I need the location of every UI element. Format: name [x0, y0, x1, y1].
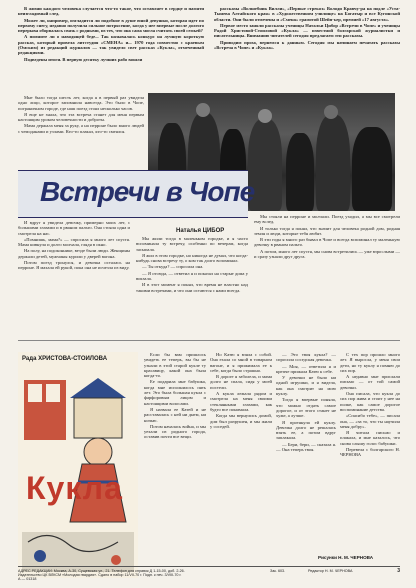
- intro-column-1: [18, 6, 204, 94]
- footer-address: [18, 569, 248, 578]
- story2-author: Рада ХРИСТОВА-СТОИЛОВА: [22, 356, 108, 362]
- story1-paragraph: А потом, много лет спустя, мы снова встретились — уже взрослыми — и сразу узнали друг друга.: [254, 248, 400, 260]
- story2-title: Кукла: [26, 470, 123, 506]
- doll-illustration: [18, 352, 138, 578]
- story1-column-2: [18, 220, 130, 332]
- story1-paragraph: Мы стояли на перроне и молчали. Поезд уходил, а мы все смотрели ему вслед.: [254, 214, 400, 225]
- story1-author: Наталья ЦИБОР: [176, 228, 225, 234]
- story1-paragraph: На полу, на подоконнике, везде были люди. Женщины держали детей, мужчины курили у дверей вагона.: [18, 248, 130, 259]
- story1-paragraph: Мне было тогда шесть лет, когда я в первый раз увидела одно лицо, которое запомнила навсегда. Это было в Чопе, пограничном городе, где наш поезд стоял несколько часов.: [18, 95, 144, 111]
- story2-paragraph: А кукла лежала рядом и смотрела на меня своими стеклянными глазами, как будто все понимала.: [210, 391, 272, 412]
- story2-paragraph: У девочки не было ни одной игрушки, и я видела, как она смотрит на мою куклу.: [276, 375, 336, 397]
- intro-paragraph: В жизни каждого человека случается что-то такое, что оставляет в сердце и памяти неизгладимый след.: [18, 6, 204, 17]
- story1-paragraph: Я жил в этом городке, но никогда не думал, что когда-нибудь снова встречу ту, о ком так долго вспоминал.: [136, 252, 248, 264]
- story2-paragraph: — Это твоя кукла? — спросила соседская девочка.: [276, 352, 336, 363]
- intro-paragraph: А помните ли о наводящей беде... Так называлась конкурс на лучшую короткую рассказ, который провела литстудия «СМЕНА» и... 1970 года совместно с краевым (Омским) из редакций журналов — так увидело свет рассказ «Кукла», отмеченный редакциями.: [18, 34, 204, 56]
- story2-paragraph: Она писала, что кукла до сих пор жива и стоит у нее на полке, как самое дорогое воспоминание детства.: [340, 391, 400, 412]
- page-number: 3: [397, 568, 400, 574]
- intro-section: [18, 6, 400, 94]
- story2-column-3: [276, 352, 336, 552]
- story2-column-2: [210, 352, 272, 562]
- story2-column-1: [144, 352, 206, 562]
- story1-paragraph: В эти годы я много раз бывал в Чопе и всегда вспоминал ту маленькую девочку в рваном пальто.: [254, 237, 400, 248]
- story1-column-3: [136, 236, 248, 332]
- story1-paragraph: — Я отсюда, — ответил я и показал на старые дома у вокзала.: [136, 270, 248, 282]
- story2-paragraph: Я назвала ее Катей и не расставалась с ней ни днем, ни ночью.: [144, 406, 206, 423]
- story1-paragraph: И в этот момент я понял, что время не властно над такими встречами, и что они остаются с нами всегда.: [136, 282, 248, 293]
- footer-code: А — 01318: [18, 577, 37, 581]
- story2-paragraph: Если бы вам пришлось увидеть ее теперь, вы бы не узнали в этой старой кукле ту красавицу, какой она была когда-то.: [144, 352, 206, 379]
- story1-paragraph: Мы жили тогда в маленьком городке, и я часто вспоминала ту встречу, особенно по вечерам, когда засыпала.: [136, 236, 248, 252]
- footer-order: Зак. 603.: [270, 569, 286, 573]
- intro-column-2: [214, 6, 400, 94]
- story2-paragraph: А недавно мне прислали письмо — от той самой девочки.: [340, 374, 400, 390]
- footer-print-line: Издательство ЦК ВЛКСМ «Молодая гвардия». Сдано в набор 11/VII-70 г. Подп. к печ. 3/VIII-70 г.: [18, 573, 182, 578]
- story2-paragraph: Но Катю я взяла с собой. Она ехала со мной в товарном вагоне, и я прижимала ее к себе, когда было страшно.: [210, 352, 272, 373]
- story2-paragraph: «Спасибо тебе», — писала она, — «за то, что ты научила меня добру».: [340, 413, 400, 429]
- story1-paragraph: Мама держала меня за руку, а на перроне было много людей с чемоданами и узлами. Кто-то плакал, кто-то смеялся.: [18, 123, 144, 134]
- section-divider: [18, 340, 400, 341]
- story1-paragraph: И только тогда я понял, что значит для человека родной дом, родная земля и люди, которые тебя любят.: [254, 225, 400, 236]
- story2-paragraph: Когда мы вернулись домой, дом был разрушен, и мы жили у соседей.: [210, 413, 272, 429]
- illustrator-credit: Рисунки Н. М. ЧЕРНОВА: [318, 555, 374, 560]
- intro-paragraph: Первое место заняли рассказы ученицы Натальи Цибор «Встречи в Чопе» и ученицы Радой Христовой-Стоиловой «Кукла» — известной болгарской журналистки и писательницы. Вниманию читателей сегодня предлагаем эти рассказы.: [214, 22, 400, 39]
- story1-paragraph: Я еще не знала, что эта встреча станет для меня первым настоящим уроком человечности и доброты.: [18, 111, 144, 123]
- story2-column-4: [340, 352, 400, 552]
- intro-paragraph: Приводим проза, вернемся к данным. Сегодня мы начинаем печатать рассказы «Встреча в Чопе» и «Кукла».: [214, 39, 400, 51]
- story2-paragraph: Перевела с болгарского Н. ЧЕРНОВА: [340, 447, 400, 458]
- story1-title: Встречи в Чопе: [40, 176, 255, 207]
- intro-paragraph: Подведены итоги. В первую десятку лучших рабо вошли: [24, 56, 143, 62]
- story2-paragraph: Я читала письмо и плакала, и мне казалось, что снова слышу голос бабушки.: [340, 430, 400, 446]
- story2-paragraph: В дороге я заболела, и мама долго не спала, сидя у моей постели.: [210, 374, 272, 390]
- story1-paragraph: «Помнишь, мама?» — спросила я много лет спустя. Мама кивнула и долго молчала, глядя в окно.: [18, 236, 130, 248]
- story1-column-1: [18, 95, 144, 169]
- story1-paragraph: Потом поезд тронулся, и девочка осталась на перроне. Я махала ей рукой, пока она не исчезла из виду.: [18, 260, 130, 271]
- footer-address-line: АДРЕС РЕДАКЦИИ: Москва, А-30, Сущевская ул., 21. Телефон для справок Д 1-15-00, доб. 2-26.: [18, 569, 185, 573]
- story2-paragraph: Тогда я впервые поняла, что можно отдать самое дорогое, и от этого станет не хуже, а лучше.: [276, 397, 336, 419]
- story2-paragraph: Я протянула ей куклу. Девочка долго не решалась взять ее, а потом вдруг заплакала.: [276, 419, 336, 441]
- story1-paragraph: И вдруг я увидела девочку, примерно моих лет, с большими глазами и в рваном пальто. Она стояла одна и смотрела на нас.: [18, 220, 130, 236]
- story2-paragraph: С тех пор прошло много лет. Я выросла, у меня свои дети, но ту куклу я помню до сих пор.: [340, 352, 400, 373]
- story1-paragraph: — Ты откуда? — спросила она.: [142, 264, 204, 270]
- story2-paragraph: — Бери, бери, — сказала я. — Она теперь твоя.: [276, 441, 336, 453]
- intro-paragraph: рассказы «Волшебник Вилли», «Первые стрекоз» Володи Кравчу-ра на подле «Уста-Тынева Алтайского края» в «Художественном училище» на Богатыр и все Кугинской области. Они были отмечены и «Смена» грамотой Шейп-ьер, премией «17 августа».: [214, 6, 400, 22]
- page-footer: [18, 566, 400, 587]
- footer-editor: Редактор Н. М. ЧЕРНОВА: [308, 569, 353, 573]
- intro-paragraph: Может ли, например, изгладится ли подобное в душе юной девушки, которая идет по первому снегу, недавно получила сильное потрясение, когда у нее впервые после долгого перерыва оборвалась связь с родными, из тех, что она сама могла считать своей семьей?: [18, 17, 204, 34]
- story2-paragraph: Потом началась война, и мы уехали из родного города, оставив почти все вещи.: [144, 423, 206, 440]
- story2-paragraph: — Моя, — ответила я и крепче прижала Катю к себе.: [276, 363, 336, 374]
- story2-paragraph: Ее подарила мне бабушка, когда мне исполнилось пять лет. Это была большая кукла с фарфоровым лицом и настоящими волосами.: [144, 379, 206, 406]
- story1-column-4: [254, 214, 400, 332]
